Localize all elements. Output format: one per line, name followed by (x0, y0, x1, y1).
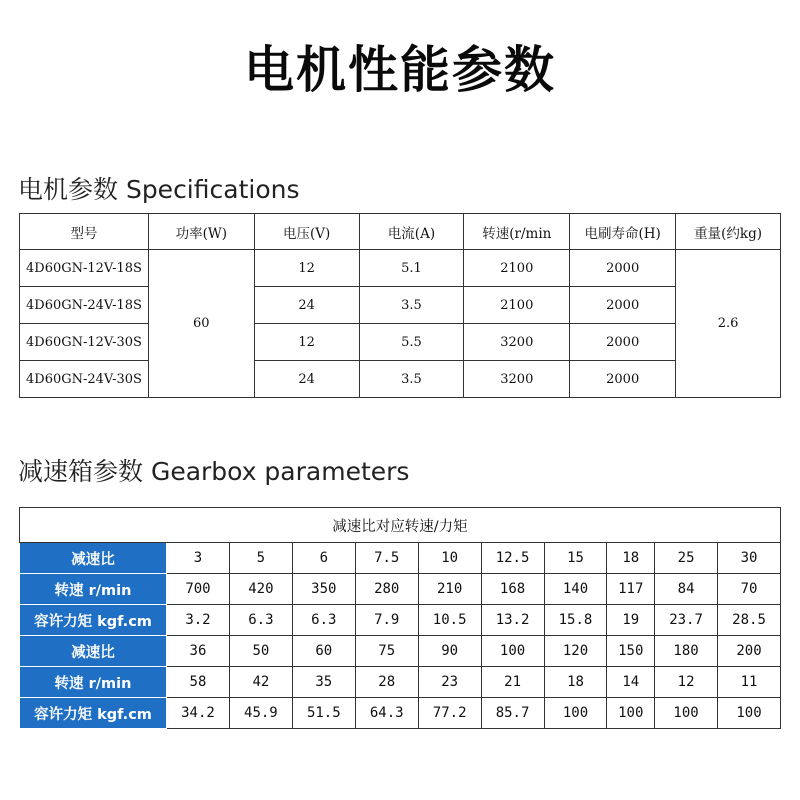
value-cell: 21 (481, 667, 544, 698)
value-cell: 18 (544, 667, 607, 698)
value-cell: 34.2 (167, 698, 230, 729)
table-row (20, 698, 781, 729)
value-cell: 64.3 (355, 698, 418, 729)
row-label: 转速 r/min (20, 667, 167, 698)
value-cell: 28.5 (718, 605, 781, 636)
value-cell: 200 (718, 636, 781, 667)
value-cell: 36 (167, 636, 230, 667)
current-cell: 3.5 (359, 361, 464, 398)
current-cell: 5.1 (359, 250, 464, 287)
value-cell: 75 (355, 636, 418, 667)
brush-life-cell: 2000 (570, 287, 676, 324)
table-row (20, 605, 781, 636)
brush-life-cell: 2000 (570, 250, 676, 287)
value-cell: 50 (229, 636, 292, 667)
value-cell: 11 (718, 667, 781, 698)
current-cell: 5.5 (359, 324, 464, 361)
voltage-cell: 24 (254, 287, 359, 324)
value-cell: 19 (607, 605, 655, 636)
value-cell: 140 (544, 574, 607, 605)
value-cell: 7.9 (355, 605, 418, 636)
row-label: 减速比 (20, 543, 167, 574)
value-cell: 6.3 (229, 605, 292, 636)
value-cell: 100 (718, 698, 781, 729)
value-cell: 18 (607, 543, 655, 574)
value-cell: 350 (292, 574, 355, 605)
row-label: 转速 r/min (20, 574, 167, 605)
value-cell: 70 (718, 574, 781, 605)
value-cell: 5 (229, 543, 292, 574)
header-speed: 转速(r/min (464, 214, 570, 250)
value-cell: 117 (607, 574, 655, 605)
spec-header-row (20, 214, 781, 250)
model-cell: 4D60GN-12V-18S (20, 250, 149, 287)
header-model: 型号 (20, 214, 149, 250)
value-cell: 700 (167, 574, 230, 605)
value-cell: 180 (655, 636, 718, 667)
value-cell: 84 (655, 574, 718, 605)
specifications-table (19, 213, 781, 398)
voltage-cell: 24 (254, 361, 359, 398)
voltage-cell: 12 (254, 324, 359, 361)
value-cell: 100 (481, 636, 544, 667)
table-row (20, 543, 781, 574)
speed-cell: 2100 (464, 250, 570, 287)
header-current: 电流(A) (359, 214, 464, 250)
value-cell: 420 (229, 574, 292, 605)
table-row (20, 361, 781, 398)
value-cell: 6 (292, 543, 355, 574)
value-cell: 10 (418, 543, 481, 574)
value-cell: 12 (655, 667, 718, 698)
weight-cell: 2.6 (676, 250, 781, 398)
value-cell: 3.2 (167, 605, 230, 636)
header-brush-life: 电刷寿命(H) (570, 214, 676, 250)
current-cell: 3.5 (359, 287, 464, 324)
header-voltage: 电压(V) (254, 214, 359, 250)
value-cell: 3 (167, 543, 230, 574)
value-cell: 120 (544, 636, 607, 667)
value-cell: 28 (355, 667, 418, 698)
value-cell: 60 (292, 636, 355, 667)
header-weight: 重量(约kg) (676, 214, 781, 250)
value-cell: 150 (607, 636, 655, 667)
value-cell: 51.5 (292, 698, 355, 729)
value-cell: 42 (229, 667, 292, 698)
power-cell: 60 (148, 250, 254, 398)
brush-life-cell: 2000 (570, 324, 676, 361)
value-cell: 280 (355, 574, 418, 605)
value-cell: 100 (544, 698, 607, 729)
value-cell: 45.9 (229, 698, 292, 729)
value-cell: 25 (655, 543, 718, 574)
model-cell: 4D60GN-24V-18S (20, 287, 149, 324)
value-cell: 100 (607, 698, 655, 729)
gearbox-caption: 减速比对应转速/力矩 (20, 508, 781, 543)
value-cell: 6.3 (292, 605, 355, 636)
speed-cell: 3200 (464, 324, 570, 361)
value-cell: 30 (718, 543, 781, 574)
value-cell: 168 (481, 574, 544, 605)
value-cell: 77.2 (418, 698, 481, 729)
value-cell: 210 (418, 574, 481, 605)
table-row (20, 574, 781, 605)
row-label: 容许力矩 kgf.cm (20, 698, 167, 729)
value-cell: 90 (418, 636, 481, 667)
model-cell: 4D60GN-12V-30S (20, 324, 149, 361)
value-cell: 35 (292, 667, 355, 698)
speed-cell: 2100 (464, 287, 570, 324)
gearbox-table (19, 507, 781, 729)
value-cell: 13.2 (481, 605, 544, 636)
value-cell: 7.5 (355, 543, 418, 574)
table-row (20, 324, 781, 361)
value-cell: 15 (544, 543, 607, 574)
header-power: 功率(W) (148, 214, 254, 250)
table-row (20, 636, 781, 667)
page-title: 电机性能参数 (244, 41, 556, 99)
table-row (20, 667, 781, 698)
value-cell: 23 (418, 667, 481, 698)
value-cell: 58 (167, 667, 230, 698)
gearbox-caption-row (20, 508, 781, 543)
voltage-cell: 12 (254, 250, 359, 287)
row-label: 容许力矩 kgf.cm (20, 605, 167, 636)
value-cell: 100 (655, 698, 718, 729)
value-cell: 23.7 (655, 605, 718, 636)
value-cell: 12.5 (481, 543, 544, 574)
specifications-heading: 电机参数 Specifications (18, 175, 300, 204)
speed-cell: 3200 (464, 361, 570, 398)
model-cell: 4D60GN-24V-30S (20, 361, 149, 398)
value-cell: 15.8 (544, 605, 607, 636)
value-cell: 10.5 (418, 605, 481, 636)
value-cell: 14 (607, 667, 655, 698)
gearbox-heading: 减速箱参数 Gearbox parameters (18, 457, 410, 486)
table-row (20, 250, 781, 287)
brush-life-cell: 2000 (570, 361, 676, 398)
row-label: 减速比 (20, 636, 167, 667)
value-cell: 85.7 (481, 698, 544, 729)
table-row (20, 287, 781, 324)
